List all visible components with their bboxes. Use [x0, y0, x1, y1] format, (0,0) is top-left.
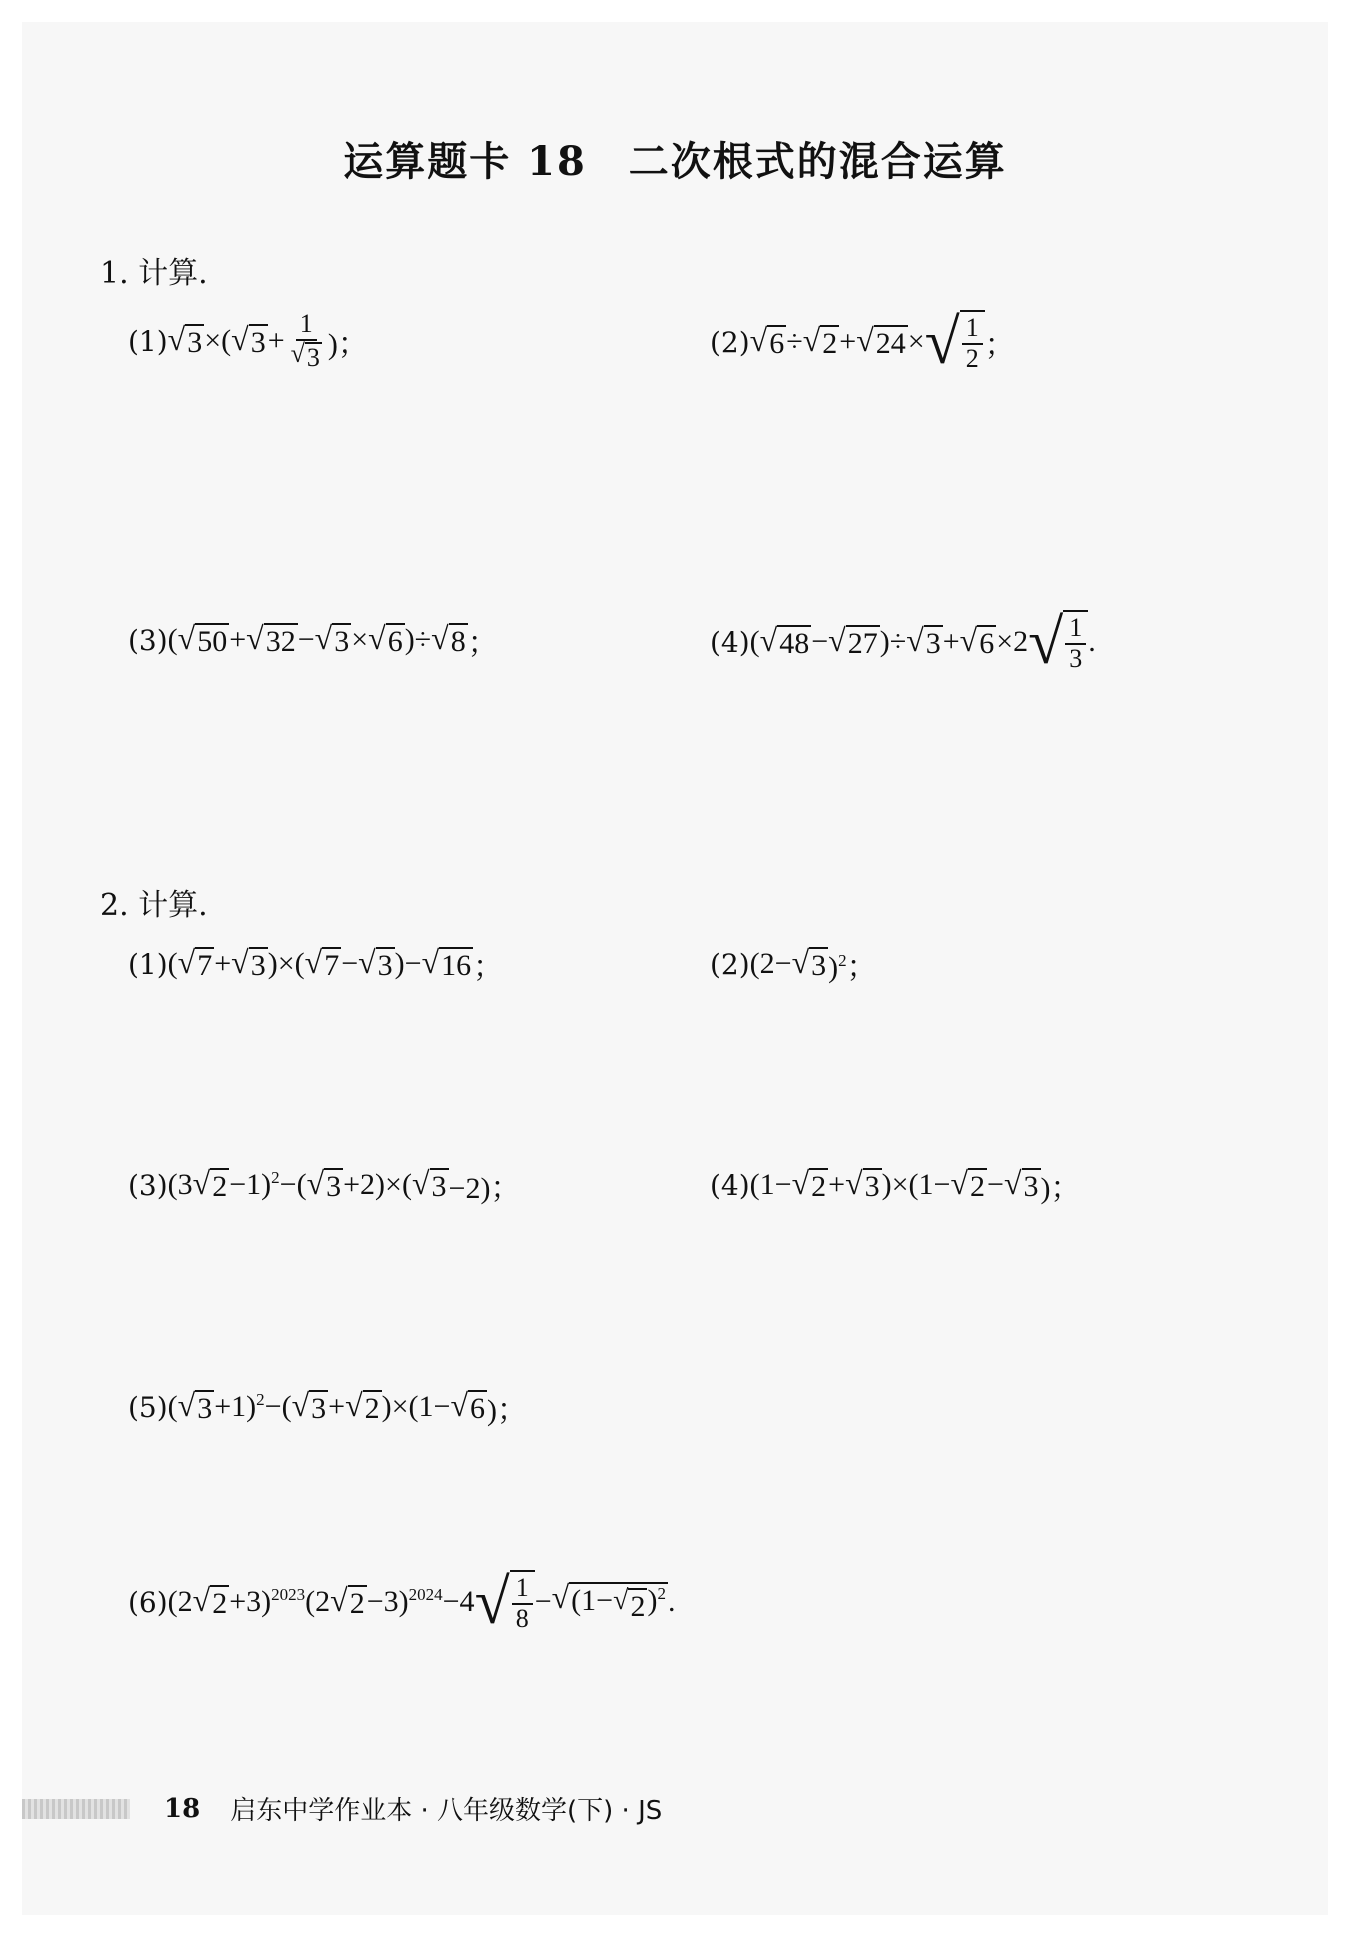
problem-number: (2)	[710, 325, 750, 359]
problem-number: (1)	[128, 947, 168, 981]
book-title: 启东中学作业本 · 八年级数学(下) · JS	[230, 1796, 663, 1826]
q2-problem-3: (3) (3 √ 2 −1)$^2$−( √ 3 +2)×( √ 3 −2)；	[128, 1164, 521, 1205]
q2-problem-6: (6) (2 √ 2 +3)$^{2023}$(2 √ 2 −3)$^{2024}$−4 √ $\frac{1}{8}$ − √ (1− √ 2 )$^2$ .	[128, 1566, 676, 1637]
problem-number: (2)	[710, 947, 750, 981]
q2-problem-2: (2) (2− √ 3 )$^2$；	[710, 943, 877, 984]
problem-number: (4)	[710, 1168, 750, 1202]
q1-problem-3: (3) ( √ 50 + √ 32 − √ 3 × √ 6 )÷ √ 8 ；	[128, 619, 498, 660]
page-title: 运算题卡 18 二次根式的混合运算	[343, 138, 1007, 185]
page-footer	[22, 1790, 662, 1827]
q1-problem-1: (1) √ 3 ×( √ 3 + 1 √ 3 )；	[128, 309, 368, 372]
problem-number: (5)	[128, 1390, 168, 1424]
question-1-heading: 1. 计算.	[100, 256, 208, 291]
q2-problem-5: (5) ( √ 3 +1)$^2$−( √ 3 + √ 2 )×(1− √ 6 )；	[128, 1386, 528, 1427]
question-2-heading: 2. 计算.	[100, 888, 208, 923]
problem-number: (6)	[128, 1585, 168, 1619]
page-number: 18	[164, 1793, 201, 1824]
q1-problem-2: (2) √ 6 ÷ √ 2 + √ 24 × √ $\frac{1}{2}$ ；	[710, 306, 1015, 377]
footer-bar	[22, 1799, 130, 1819]
q2-problem-1: (1) ( √ 7 + √ 3 )×( √ 7 − √ 3 )− √ 16 ；	[128, 943, 504, 984]
q2-problem-4: (4) (1− √ 2 + √ 3 )×(1− √ 2 − √ 3 )；	[710, 1164, 1081, 1205]
problem-number: (1)	[128, 324, 168, 358]
problem-number: (3)	[128, 1168, 168, 1202]
q1-problem-4: (4) ( √ 48 − √ 27 )÷ √ 3 + √ 6 ×2 √ $\frac{1}{3}$ .	[710, 606, 1096, 677]
problem-number: (3)	[128, 623, 168, 657]
problem-number: (4)	[710, 625, 750, 659]
